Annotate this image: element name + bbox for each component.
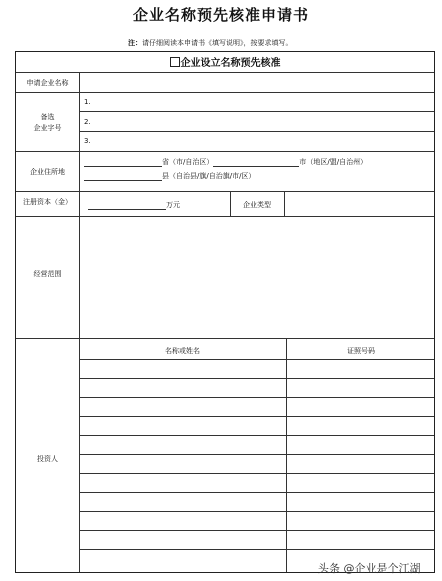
page-title: 企业名称预先核准申请书 — [132, 6, 309, 24]
address-line-2 — [84, 171, 255, 181]
capital-line — [88, 200, 180, 210]
county-field[interactable] — [84, 180, 162, 181]
row-divider — [79, 111, 434, 112]
watermark: 头条 @企业是个江湖 — [318, 562, 421, 575]
alt-name-1[interactable]: 1. — [84, 98, 91, 106]
alt-names-label — [16, 112, 79, 134]
table-row[interactable] — [79, 359, 434, 360]
table-row[interactable] — [79, 492, 434, 493]
investor-label: 投资人 — [37, 455, 58, 463]
table-row[interactable] — [79, 416, 434, 417]
scope-label: 经营范围 — [33, 270, 62, 278]
checkbox-icon[interactable] — [170, 57, 180, 67]
table-row[interactable] — [79, 378, 434, 379]
table-row[interactable] — [79, 530, 434, 531]
company-type-label: 企业类型 — [243, 201, 271, 209]
note-prefix: 注： — [128, 39, 142, 47]
company-name-label: 申请企业名称 — [26, 79, 69, 87]
application-form — [15, 51, 435, 573]
city-suffix: 市（地区/盟/自治州） — [299, 158, 368, 166]
form-header-label: 企业设立名称预先核准 — [180, 58, 281, 69]
table-row[interactable] — [79, 397, 434, 398]
instruction-note — [128, 38, 293, 48]
table-row[interactable] — [79, 435, 434, 436]
alt-name-2[interactable]: 2. — [84, 118, 91, 126]
address-line-1 — [84, 157, 367, 167]
scope-field[interactable] — [80, 217, 434, 337]
table-row[interactable] — [79, 473, 434, 474]
note-text: 请仔细阅读本申请书《填写说明》，按要求填写。 — [142, 39, 293, 47]
province-field[interactable] — [84, 166, 162, 167]
province-suffix: 省（市/自治区） — [162, 158, 214, 166]
capital-field[interactable] — [88, 209, 166, 210]
table-row[interactable] — [79, 511, 434, 512]
form-header — [16, 54, 434, 69]
county-suffix: 县（自治县/旗/自治旗/市/区） — [162, 172, 256, 180]
alt-names-label-line1: 备选 — [40, 113, 55, 121]
row-divider — [79, 131, 434, 132]
investor-col-id: 证照号码 — [347, 347, 375, 355]
investor-col-name: 名称或姓名 — [165, 347, 200, 355]
alt-name-3[interactable]: 3. — [84, 137, 91, 145]
table-row[interactable] — [79, 549, 434, 550]
capital-label: 注册资本（金） — [23, 198, 72, 206]
column-divider — [286, 338, 287, 572]
address-label: 企业住所地 — [30, 168, 65, 176]
alt-names-label-line2: 企业字号 — [33, 124, 62, 132]
table-row[interactable] — [79, 454, 434, 455]
capital-unit: 万元 — [166, 201, 180, 209]
company-type-field[interactable] — [285, 192, 434, 216]
company-name-field[interactable] — [80, 73, 434, 91]
city-field[interactable] — [213, 166, 299, 167]
